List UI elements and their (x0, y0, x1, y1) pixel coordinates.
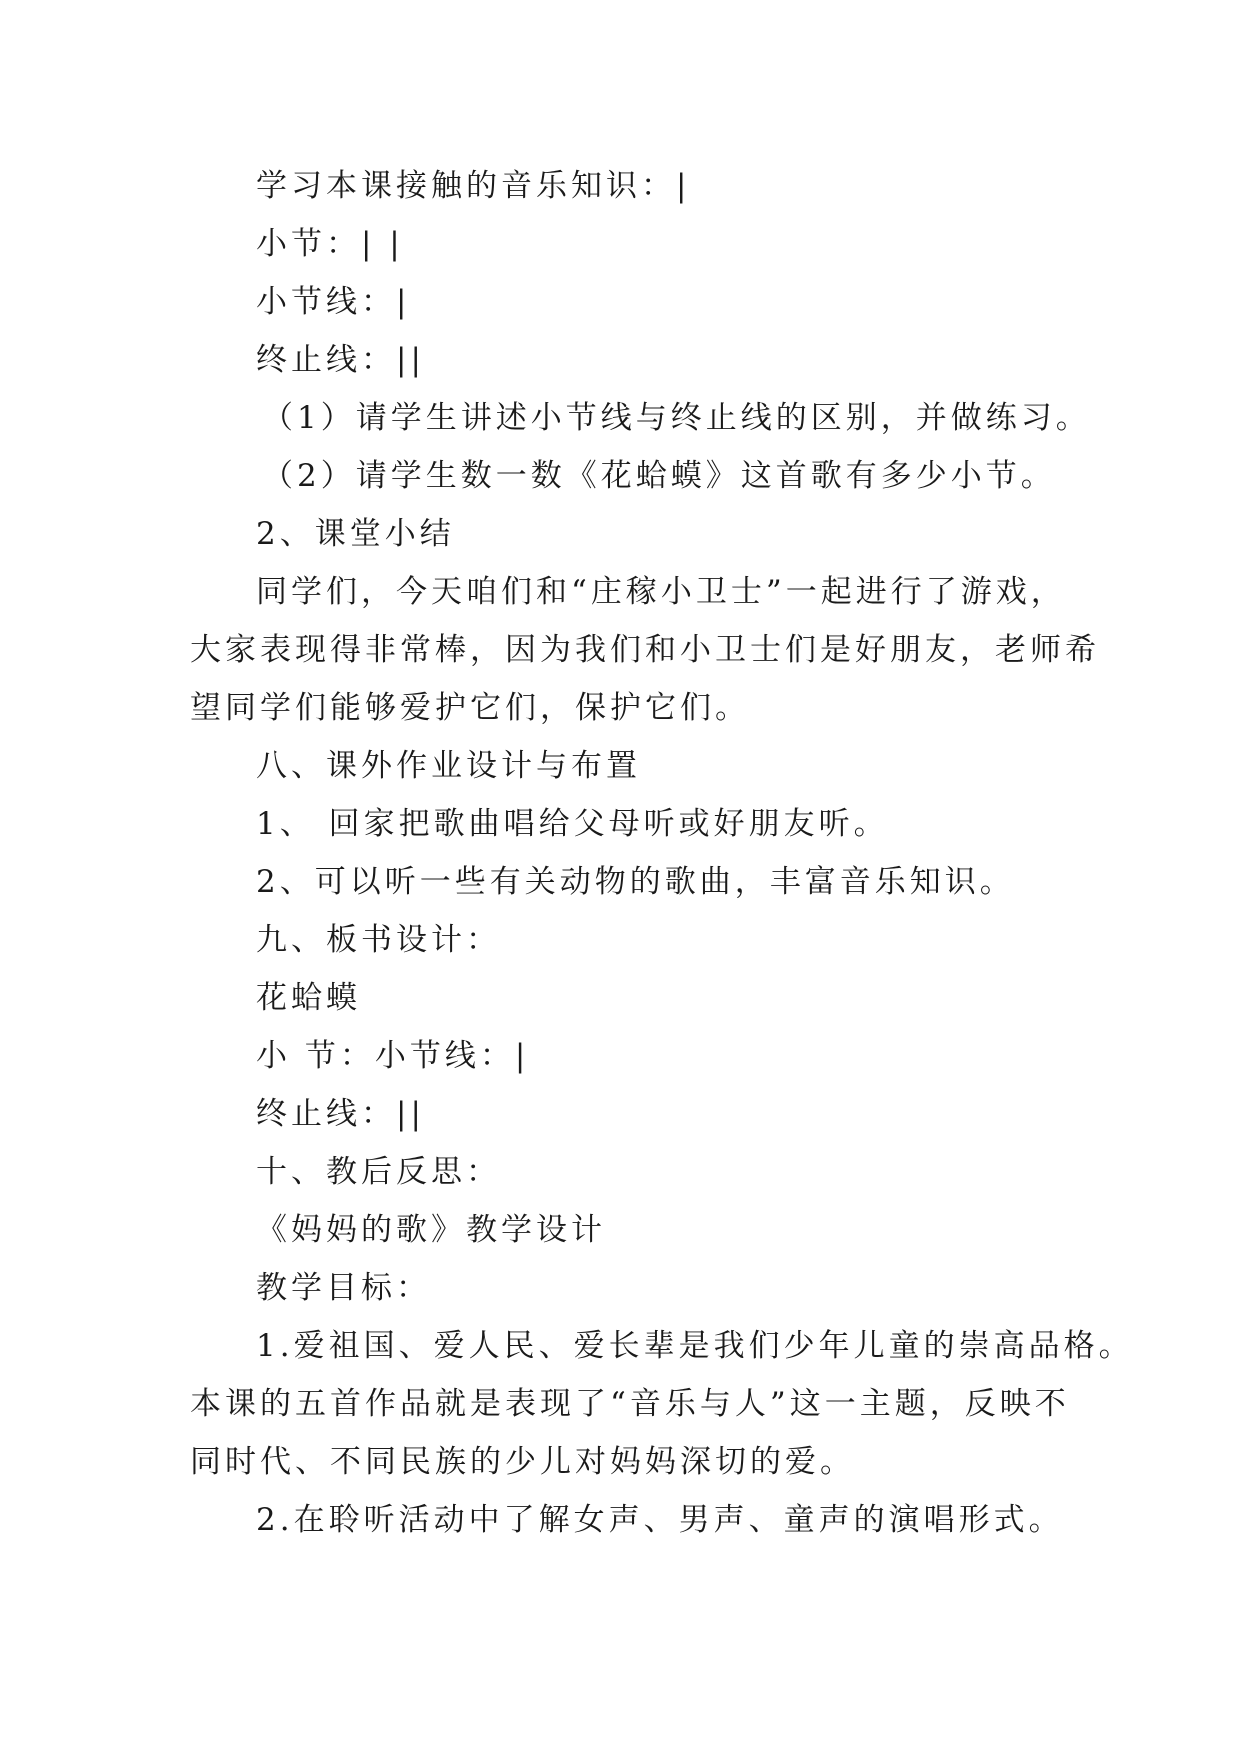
text-line: 1.爱祖国、爱人民、爱长辈是我们少年儿童的崇高品格。 (256, 1328, 1134, 1364)
text-line: 本课的五首作品就是表现了“音乐与人”这一主题，反映不 (190, 1386, 1070, 1422)
text-line: 2.在聆听活动中了解女声、男声、童声的演唱形式。 (256, 1502, 1064, 1538)
text-line: 学习本课接触的音乐知识：| (256, 168, 691, 204)
text-line: 小节：| | (256, 226, 404, 262)
text-line: （2）请学生数一数《花蛤蟆》这首歌有多少小节。 (262, 458, 1056, 494)
section-heading: 十、教后反思： (256, 1154, 501, 1190)
text-line: 终止线：|| (256, 342, 425, 378)
text-line: 同学们，今天咱们和“庄稼小卫士”一起进行了游戏， (256, 574, 1066, 610)
text-line: 小节线：| (256, 284, 411, 320)
text-line: 同时代、不同民族的少儿对妈妈深切的爱。 (190, 1444, 855, 1480)
section-heading: 八、课外作业设计与布置 (256, 748, 641, 784)
section-heading: 2、课堂小结 (256, 516, 455, 552)
text-line: 小 节：小节线：| (256, 1038, 530, 1074)
section-heading: 教学目标： (256, 1270, 431, 1306)
text-line: 大家表现得非常棒，因为我们和小卫士们是好朋友，老师希 (190, 632, 1100, 668)
section-heading: 九、板书设计： (256, 922, 501, 958)
text-line: 2、可以听一些有关动物的歌曲，丰富音乐知识。 (256, 864, 1015, 900)
text-line: 终止线：|| (256, 1096, 425, 1132)
text-line: 花蛤蟆 (256, 980, 361, 1016)
text-line: 1、 回家把歌曲唱给父母听或好朋友听。 (256, 806, 889, 842)
text-line: （1）请学生讲述小节线与终止线的区别，并做练习。 (262, 400, 1091, 436)
text-line: 望同学们能够爱护它们，保护它们。 (190, 690, 750, 726)
document-title: 《妈妈的歌》教学设计 (256, 1212, 606, 1248)
